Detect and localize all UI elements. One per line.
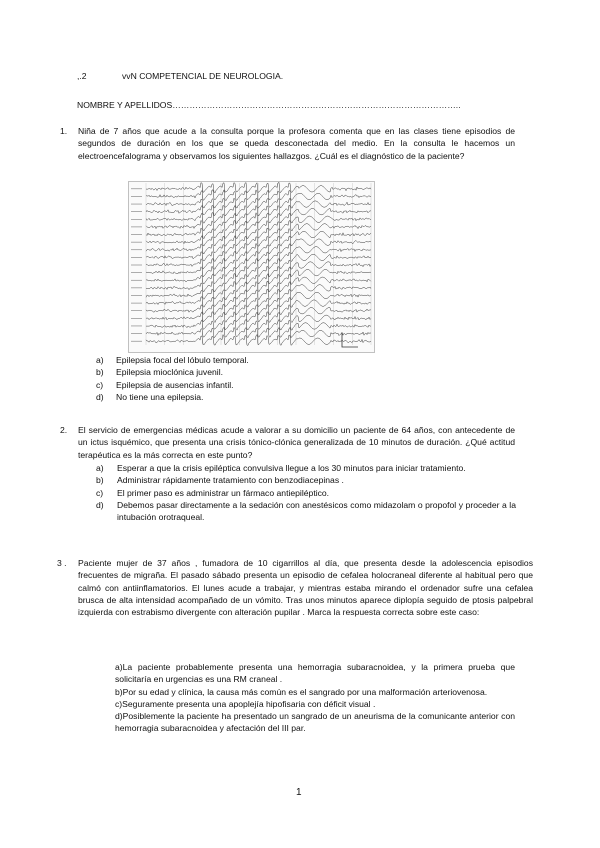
option-letter: a) <box>115 662 123 672</box>
option-a[interactable] <box>115 661 515 686</box>
question-text: El servicio de emergencias médicas acude a valorar a su domicilio un paciente de 64 años, con antecedente de un ictus isquémico, que presenta una crisis tónico-clónica generalizada de 10 minutos de duración. ¿Qué actitud terapéutica es la más correcta en este punto? <box>78 425 515 460</box>
option-text: Epilepsia de ausencias infantil. <box>116 379 234 390</box>
question-text: Paciente mujer de 37 años , fumadora de 10 cigarrillos al día, que presenta desde la adolescencia episodios frecuentes de migraña. El pasado sábado presenta un episodio de cefalea holocraneal diferente al habitual pero que calmó con antiinflamatorios. El lunes acude a trabajar, y mientras estaba mirando el ordenador sufre una cefalea brusca de alta intensidad acompañado de un vómito. Tras unos minutos aparece diplopía seguido de ptosis palpebral izquierda con estrabismo divergente con alteración pupilar . Marca la respuesta correcta sobre este caso: <box>78 558 533 618</box>
option-letter: b) <box>115 686 123 697</box>
question-text: Niña de 7 años que acude a la consulta porque la profesora comenta que en las clases tiene episodios de segundos de duración en los que se queda desconectada del medio. En la consulta le hacemos un electroencefalograma y observamos los siguientes hallazgos. ¿Cuál es el diagnóstico de la paciente? <box>78 126 515 161</box>
option-a[interactable] <box>96 354 516 366</box>
option-text: Debemos pasar directamente a la sedación con anestésicos como midazolam o propofol y proceder a la intubación orotraqueal. <box>117 499 516 523</box>
question-1-options <box>96 354 516 403</box>
option-letter: d) <box>115 711 123 722</box>
eeg-tracing <box>128 181 375 353</box>
option-text: Epilepsia mioclónica juvenil. <box>116 367 223 378</box>
option-letter: c) <box>96 487 104 498</box>
option-b[interactable] <box>96 366 516 378</box>
option-d[interactable] <box>96 499 516 524</box>
option-letter: b) <box>96 367 104 378</box>
option-b[interactable] <box>115 686 515 698</box>
name-field-line: NOMBRE Y APELLIDOS……………………………………………………………………………………….. <box>77 100 461 110</box>
option-text: El primer paso es administrar un fármaco antiepiléptico. <box>117 487 330 498</box>
option-d[interactable] <box>115 710 515 735</box>
option-text: La paciente probablemente presenta una hemorragia subaracnoidea, y la primera prueba que solicitaría en urgencias es una RM craneal . <box>115 662 515 685</box>
option-letter: c) <box>115 698 123 709</box>
question-2-options <box>96 462 516 523</box>
eeg-frame <box>129 182 375 353</box>
option-letter: d) <box>96 391 104 402</box>
option-text: Esperar a que la crisis epiléptica convulsiva llegue a los 30 minutos para iniciar tratamiento. <box>117 463 466 473</box>
question-number: 3 . <box>57 558 67 568</box>
option-c[interactable] <box>96 487 516 499</box>
option-letter: b) <box>96 475 104 486</box>
option-text: Epilepsia focal del lóbulo temporal. <box>116 355 249 365</box>
option-c[interactable] <box>96 379 516 391</box>
option-letter: a) <box>96 355 104 365</box>
question-number: 1. <box>60 126 68 136</box>
page-number: 1 <box>296 787 302 798</box>
option-text: Administrar rápidamente tratamiento con benzodiacepinas . <box>117 475 344 486</box>
option-b[interactable] <box>96 474 516 486</box>
option-letter: a) <box>96 463 104 473</box>
option-letter: d) <box>96 499 104 510</box>
option-text: Seguramente presenta una apoplejía hipofisaria con déficit visual . <box>122 698 376 709</box>
option-d[interactable] <box>96 391 516 403</box>
option-letter: c) <box>96 379 104 390</box>
option-c[interactable] <box>115 698 515 710</box>
exam-title: vvN COMPETENCIAL DE NEUROLOGIA. <box>122 71 284 81</box>
option-text: Posiblemente la paciente ha presentado un sangrado de un aneurisma de la comunicante anterior con hemorragia subaracnoidea y afectación del III par. <box>115 711 515 734</box>
option-a[interactable] <box>96 462 516 474</box>
question-3-options <box>115 661 515 735</box>
header-number: ,.2 <box>77 71 87 81</box>
option-text: No tiene una epilepsia. <box>116 391 204 402</box>
option-text: Por su edad y clínica, la causa más común es el sangrado por una malformación arteriovenosa. <box>122 686 488 697</box>
eeg-figure <box>128 181 375 353</box>
question-number: 2. <box>60 425 68 435</box>
